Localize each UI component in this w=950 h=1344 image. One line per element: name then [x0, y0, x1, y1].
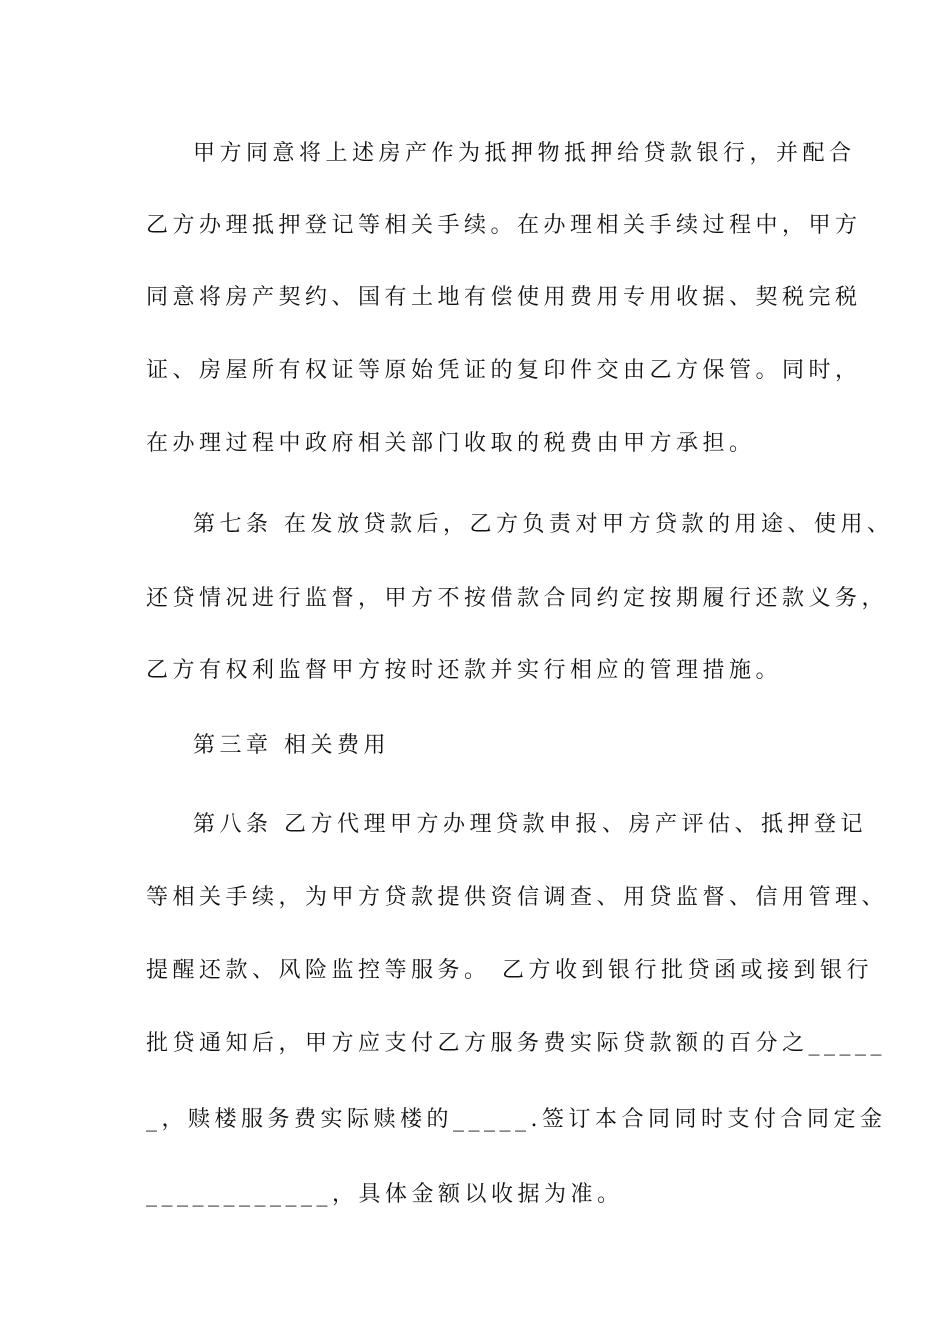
- article-8-line-5: _，赎楼服务费实际赎楼的_____.签订本合同同时支付合同定金: [146, 1107, 887, 1132]
- paragraph-line-2: 乙方办理抵押登记等相关手续。在办理相关手续过程中，甲方: [146, 213, 862, 238]
- paragraph-line-3: 同意将房产契约、国有土地有偿使用费用专用收据、契税完税: [146, 285, 862, 310]
- article-7-line-3: 乙方有权利监督甲方按时还款并实行相应的管理措施。: [146, 658, 783, 683]
- article-8-line-2: 等相关手续，为甲方贷款提供资信调查、用贷监督、信用管理、: [146, 885, 889, 910]
- paragraph-line-1: 甲方同意将上述房产作为抵押物抵押给贷款银行，并配合: [193, 141, 856, 166]
- article-8-line-4: 批贷通知后，甲方应支付乙方服务费实际贷款额的百分之_____: [146, 1031, 887, 1056]
- article-7-line-1: 第七条 在发放贷款后，乙方负责对甲方贷款的用途、使用、: [193, 512, 894, 537]
- article-7-line-2: 还贷情况进行监督，甲方不按借款合同约定按期履行还款义务，: [146, 586, 889, 611]
- article-8-line-1: 第八条 乙方代理甲方办理贷款申报、房产评估、抵押登记: [193, 812, 867, 837]
- article-8-line-3: 提醒还款、风险监控等服务。 乙方收到银行批贷函或接到银行: [146, 958, 873, 983]
- paragraph-line-4: 证、房屋所有权证等原始凭证的复印件交由乙方保管。同时，: [146, 358, 862, 383]
- article-8-line-6: ____________，具体金额以收据为准。: [146, 1182, 624, 1207]
- paragraph-line-5: 在办理过程中政府相关部门收取的税费由甲方承担。: [146, 431, 756, 456]
- chapter-3-heading: 第三章 相关费用: [193, 733, 390, 758]
